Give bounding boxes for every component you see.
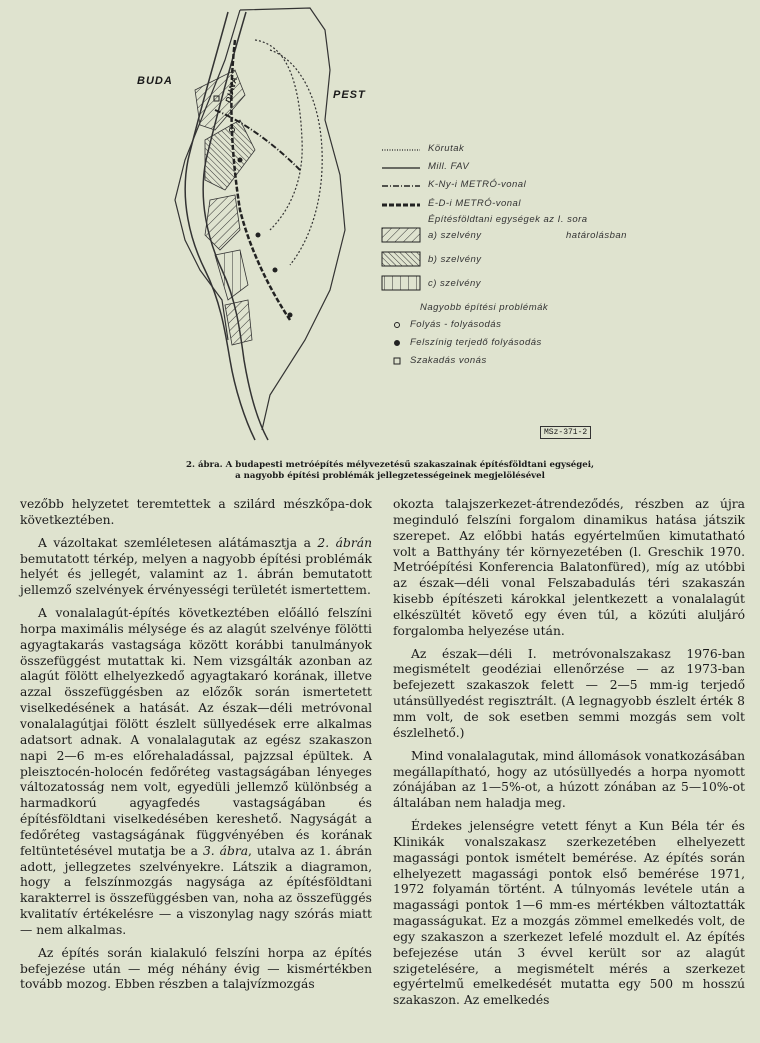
caption-line: 2. ábra. A budapesti metróépítés mélyvezetésű szakaszainak építésföldtani egységei,: [186, 460, 594, 470]
legend-item: É-D-i METRÓ-vonal: [428, 198, 521, 209]
figure-reference-code: MSz-371-2: [540, 426, 591, 439]
legend-item: Mill. FAV: [428, 161, 470, 172]
figure-reference: 3. ábra: [202, 843, 249, 858]
right-column: [393, 497, 745, 1009]
figure-caption: [60, 460, 720, 482]
paragraph: okozta talajszerkezet-átrendeződés, részben az újra meginduló felszíni forgalom dinamikus hatása játszik szerepet. Az előbbi hatás egyértelműen kimutatható volt a Batthyány tér környezetében (l. Greschik 1970. Metróépítési Konferencia Balatonfüred), míg az utóbbi az észak—déli vonal Felszabadulás téri szakaszán kisebb építészeti károkkal jelentkezett a vonalalagút elkészültét követő egy éven túl, a közúti aluljáró forgalomba helyezése után.: [393, 497, 745, 638]
left-column: [20, 497, 372, 993]
legend-item: Folyás - folyásodás: [410, 319, 502, 330]
paragraph: Az észak—déli I. metróvonalszakasz 1976-ban megismételt geodéziai ellenőrzése — az 1973-ban befejezett szakaszok felett — 2—5 mm-ig terjedő utánsüllyedést regisztrált. (A legnagyobb észlelt érték 8 mm volt, de sok esetben semmi mozgás sem volt észlelhető.): [393, 646, 745, 740]
figure-reference: 2. ábrán: [317, 535, 372, 550]
legend-item: Körutak: [428, 143, 465, 154]
metro-map-drawing: [0, 0, 760, 455]
pest-label: PEST: [333, 89, 366, 101]
legend-item: K-Ny-i METRÓ-vonal: [428, 179, 527, 190]
text-run: A vázoltakat szemléletesen alátámasztja a: [38, 535, 318, 550]
legend-item: c) szelvény: [428, 278, 482, 289]
paragraph: Az építés során kialakuló felszíni horpa az építés befejezése után — még néhány évig — kismértékben tovább mozog. Ebben részben a talajvízmozgás: [20, 945, 372, 992]
figure-map: [0, 0, 760, 455]
text-run: A vonalalagút-építés következtében előálló felszíni horpa maximális mélysége és az alagút szelvénye fölötti agyagtakarás vastagsága között korábbi tanulmányok összefüggést mutattak ki. Nem vizsgálták azonban az alagút fölött elhelyezkedő agyagtakaró korának, illetve azzal összefüggésben az előzők során ismertetett viselkedésének a hatását. Az észak—déli metróvonal vonalalagútjai fölött észlelt süllyedések erre alkalmas adatsort adnak. A vonalalagutak az egész szakaszon napi 2—6 m-es előrehaladással, pajzzsal épültek. A pleisztocén-holocén fedőréteg vastagságában lényeges változatosság nem volt, egyedüli jellemző különbség a harmadkorú agyagfedés vastagságában és építésföldtani viselkedésében kereshető. Nagyságát a fedőréteg vastagságának függvényében és korának feltüntetésével mutatja be a: [20, 606, 372, 858]
paragraph: vezőbb helyzetet teremtettek a szilárd mészkőpa-dok következtében.: [20, 497, 372, 527]
buda-label: BUDA: [137, 75, 173, 87]
text-run: bemutatott térkép, melyen a nagyobb építési problémák helyét és jellegét, valamint az 1. ábrán bemutatott jellemző szelvények érvényességi területét ismertettem.: [20, 551, 372, 598]
legend-item: b) szelvény: [428, 254, 482, 265]
legend-item: határolásban: [566, 230, 627, 241]
paragraph: Mind vonalalagutak, mind állomások vonatkozásában megállapítható, hogy az utósüllyedés a horpa nyomott zónájában az 1—5%-ot, a húzott zónában az 5—10%-ot általában nem haladja meg.: [393, 748, 745, 811]
legend-item: Szakadás vonás: [410, 355, 487, 366]
duna-label: DUNA: [223, 75, 240, 104]
text-run: , utalva az 1. ábrán adott, jellegzetes szelvényekre. Látszik a diagramon, hogy a felszínmozgás nagysága az építésföldtani karakterrel is összefüggésben van, noha az összefüggés kvalitatív értékelésre — a viszonylag nagy szórás miatt — nem alkalmas.: [20, 843, 372, 937]
paragraph: [20, 536, 372, 599]
legend-item: a) szelvény: [428, 230, 482, 241]
legend-item: Építésföldtani egységek az I. sora: [428, 214, 588, 225]
paragraph: [20, 606, 372, 939]
caption-line: a nagyobb építési problémák jellegzetességeinek megjelölésével: [235, 471, 545, 481]
legend-item: Nagyobb építési problémák: [420, 302, 549, 313]
paragraph: Érdekes jelenségre vetett fényt a Kun Béla tér és Klinikák vonalszakasz szerkezetében elhelyezett magassági pontok ismételt bemérése. Az építés során elhelyezett magassági pontok első bemérése 1971, 1972 folyamán történt. A túlnyomás levétele után a magassági pontok 1—6 mm-es mértékben változtatták magasságukat. Ez a mozgás zömmel emelkedés volt, de egy szakaszon a szerkezet lefelé mozdult el. Az építés befejezése után 3 évvel került sor az alagút szigetelésére, a megismételt mérés a szerkezet egyértelmű emelkedését mutatta egy 500 m hosszú szakaszon. Az emelkedés: [393, 819, 745, 1008]
legend-item: Felszínig terjedő folyásodás: [410, 337, 542, 348]
